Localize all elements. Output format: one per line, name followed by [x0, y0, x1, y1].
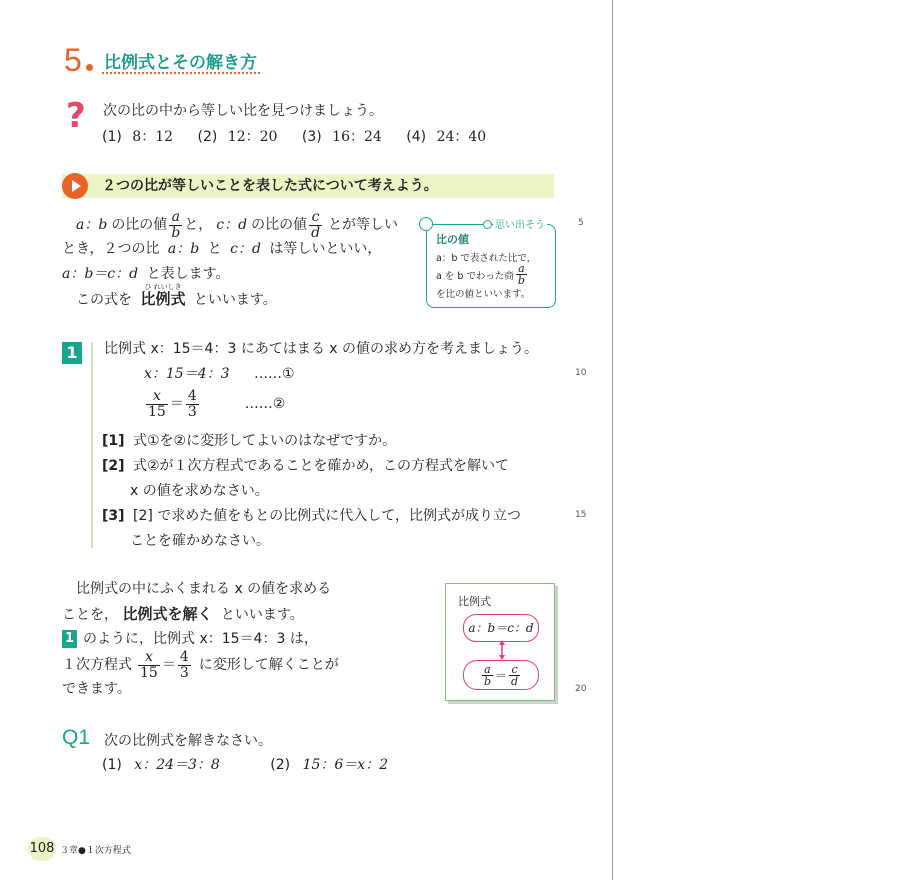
fraction-4-over-3: [178, 650, 191, 681]
recall-title: 比の値: [436, 233, 469, 246]
ratio-ab: a：b: [167, 241, 200, 257]
intro-items: [102, 127, 486, 147]
q1-item-value: x：24＝3：8: [134, 757, 220, 773]
intro-item-label: (4): [406, 129, 427, 145]
text: といいます。: [220, 607, 304, 623]
subquestion-label: [3]: [102, 508, 125, 524]
text: は等しいといい，: [269, 241, 382, 257]
ratio-cd: c：d: [216, 217, 248, 233]
banner-text: ２つの比が等しいことを表した式について考えよう。: [102, 178, 438, 194]
subquestion-label: [2]: [102, 458, 125, 474]
fraction-den: b: [171, 224, 181, 241]
solve-line-4: [62, 648, 339, 682]
diagram-fraction-a-over-b: [482, 664, 493, 687]
recall-dot-icon: [483, 220, 492, 229]
problem-1-q3-cont: ことを確かめなさい。: [130, 533, 270, 549]
solve-line-2: [62, 604, 304, 625]
intro-item-value: 12：20: [227, 129, 278, 145]
fraction-den: 15: [148, 403, 166, 420]
problem-1-prompt: 比例式 x：15＝4：3 にあてはまる x の値の求め方を考えましょう。: [104, 341, 538, 357]
section-underline: [102, 72, 260, 74]
section-title: 比例式とその解き方: [104, 53, 257, 73]
play-icon: [62, 173, 88, 199]
q1-item-label: (2): [270, 757, 291, 773]
problem-1-q2-cont: x の値を求めなさい。: [130, 483, 269, 499]
line-number: 10: [575, 368, 587, 378]
fraction-den: d: [511, 674, 519, 688]
text: の比の値: [111, 217, 168, 233]
recall-curl-icon: [419, 217, 433, 231]
intro-item-label: (1): [102, 129, 122, 145]
proportion-diagram: [445, 583, 555, 701]
fraction-num: c: [511, 662, 518, 676]
fraction-x-over-15: [146, 389, 168, 420]
fraction-num: a: [518, 262, 525, 275]
fraction-num: x: [152, 387, 161, 404]
text: ことを，: [62, 607, 118, 623]
equation-tag: ……①: [253, 366, 295, 382]
section-heading: [64, 44, 264, 78]
text: と，: [184, 217, 213, 233]
recall-header: 思い出そう: [493, 216, 547, 231]
term-solve-proportion: 比例式を解く: [122, 605, 213, 623]
diagram-top-equation: a：b＝c：d: [468, 621, 534, 635]
fraction-den: b: [483, 674, 491, 688]
recall-line-2: [436, 263, 529, 286]
recall-fraction: [516, 263, 527, 286]
subquestion-label: [1]: [102, 433, 125, 449]
question-mark-icon: ?: [66, 96, 86, 136]
equals: ＝: [169, 396, 184, 412]
diagram-top-pill: [463, 614, 539, 642]
fraction-num: c: [311, 208, 320, 225]
fraction-num: 4: [179, 648, 189, 665]
recall-line-3: を比の値といいます。: [436, 289, 531, 300]
intro-item-value: 24：40: [436, 129, 487, 145]
fraction-x-over-15: [138, 650, 160, 681]
q1-items: [102, 755, 388, 775]
explain-line-2: [62, 239, 381, 259]
problem-number: 1: [66, 343, 78, 362]
term-wrapper: [140, 283, 186, 310]
problem-1-q1: [102, 431, 396, 451]
text: とき，２つの比: [62, 241, 160, 257]
text: のように，比例式 x：15＝4：3 は，: [83, 631, 318, 647]
problem-1-rule: [91, 342, 93, 548]
solve-line-1: 比例式の中にふくまれる x の値を求める: [76, 581, 332, 597]
explain-line-4: [76, 283, 277, 310]
intro-item-label: (2): [197, 129, 218, 145]
ratio-cd: c：d: [230, 241, 261, 257]
problem-1-ref-badge: 1: [62, 630, 77, 648]
q1-item-value: 15：6＝x：2: [302, 757, 389, 773]
text: の比の値: [251, 217, 308, 233]
ruby-text: ひ れいしき: [144, 283, 182, 291]
problem-1-eq1: [144, 364, 295, 384]
diagram-title: 比例式: [458, 595, 491, 608]
q1-label: Q1: [62, 726, 91, 749]
fraction-den: b: [517, 274, 525, 287]
subquestion-text: [2] で求めた値をもとの比例式に代入して，比例式が成り立つ: [133, 508, 521, 524]
ratio-ab: a：b: [76, 217, 108, 233]
equals: ＝: [161, 657, 176, 673]
diagram-bottom-pill: [463, 660, 539, 690]
problem-1-q2: [102, 456, 509, 476]
diagram-fraction-c-over-d: [509, 664, 520, 687]
fraction-den: 15: [140, 664, 158, 681]
text: と: [207, 241, 222, 257]
fraction-4-over-3: [186, 389, 199, 420]
problem-1-q3: [102, 506, 521, 526]
q1-item-label: (1): [102, 757, 122, 773]
intro-item-value: 16：24: [332, 129, 382, 145]
text: に変形して解くことが: [198, 657, 339, 673]
recall-header-line: [433, 224, 485, 225]
fraction-den: 3: [179, 664, 189, 681]
line-number: 20: [575, 684, 587, 694]
fraction-c-over-d: [309, 210, 322, 241]
proportion-equation: a：b＝c：d: [62, 266, 139, 282]
fraction-num: 4: [187, 387, 197, 404]
line-number: 15: [575, 510, 587, 520]
equation-tag: ……②: [244, 396, 286, 412]
recall-line-1: a：b で表された比で，: [436, 253, 537, 264]
text: とが等しい: [328, 217, 399, 233]
intro-prompt: 次の比の中から等しい比を見つけましょう。: [103, 103, 383, 119]
fraction-num: a: [171, 208, 180, 225]
term-proportion: 比例式: [140, 290, 186, 308]
page-number-badge: [28, 837, 56, 861]
line-number: 5: [578, 218, 584, 228]
section-number: 5: [64, 42, 82, 78]
text: この式を: [76, 292, 132, 308]
text: といいます。: [193, 292, 277, 308]
section-bullet-icon: [86, 64, 93, 71]
text: １次方程式: [62, 657, 132, 673]
explain-line-3: [62, 264, 229, 284]
text: a を b でわった商: [436, 270, 514, 282]
fraction-den: d: [311, 224, 321, 241]
problem-1-badge: [62, 342, 82, 364]
intro-item-label: (3): [301, 129, 322, 145]
subquestion-text: 式①を②に変形してよいのはなぜですか。: [133, 433, 397, 449]
topic-banner: [62, 174, 554, 198]
solve-line-3: [62, 629, 318, 649]
equals: ＝: [494, 668, 507, 683]
fraction-num: x: [144, 648, 153, 665]
fraction-den: 3: [187, 403, 197, 420]
q1-prompt: 次の比例式を解きなさい。: [104, 733, 272, 749]
page-number: 108: [29, 841, 55, 856]
solve-line-5: できます。: [62, 681, 131, 697]
chapter-label: ３章●１次方程式: [60, 846, 131, 856]
explain-line-1: [76, 208, 398, 242]
fraction-num: a: [484, 662, 491, 676]
equation-1: x：15＝4：3: [144, 366, 230, 382]
subquestion-text: 式②が１次方程式であることを確かめ，この方程式を解いて: [133, 458, 509, 474]
fraction-a-over-b: [169, 210, 182, 241]
recall-box: [426, 220, 556, 308]
intro-item-value: 8：12: [132, 129, 174, 145]
problem-1-eq2: [144, 387, 285, 421]
text: と表します。: [146, 266, 230, 282]
